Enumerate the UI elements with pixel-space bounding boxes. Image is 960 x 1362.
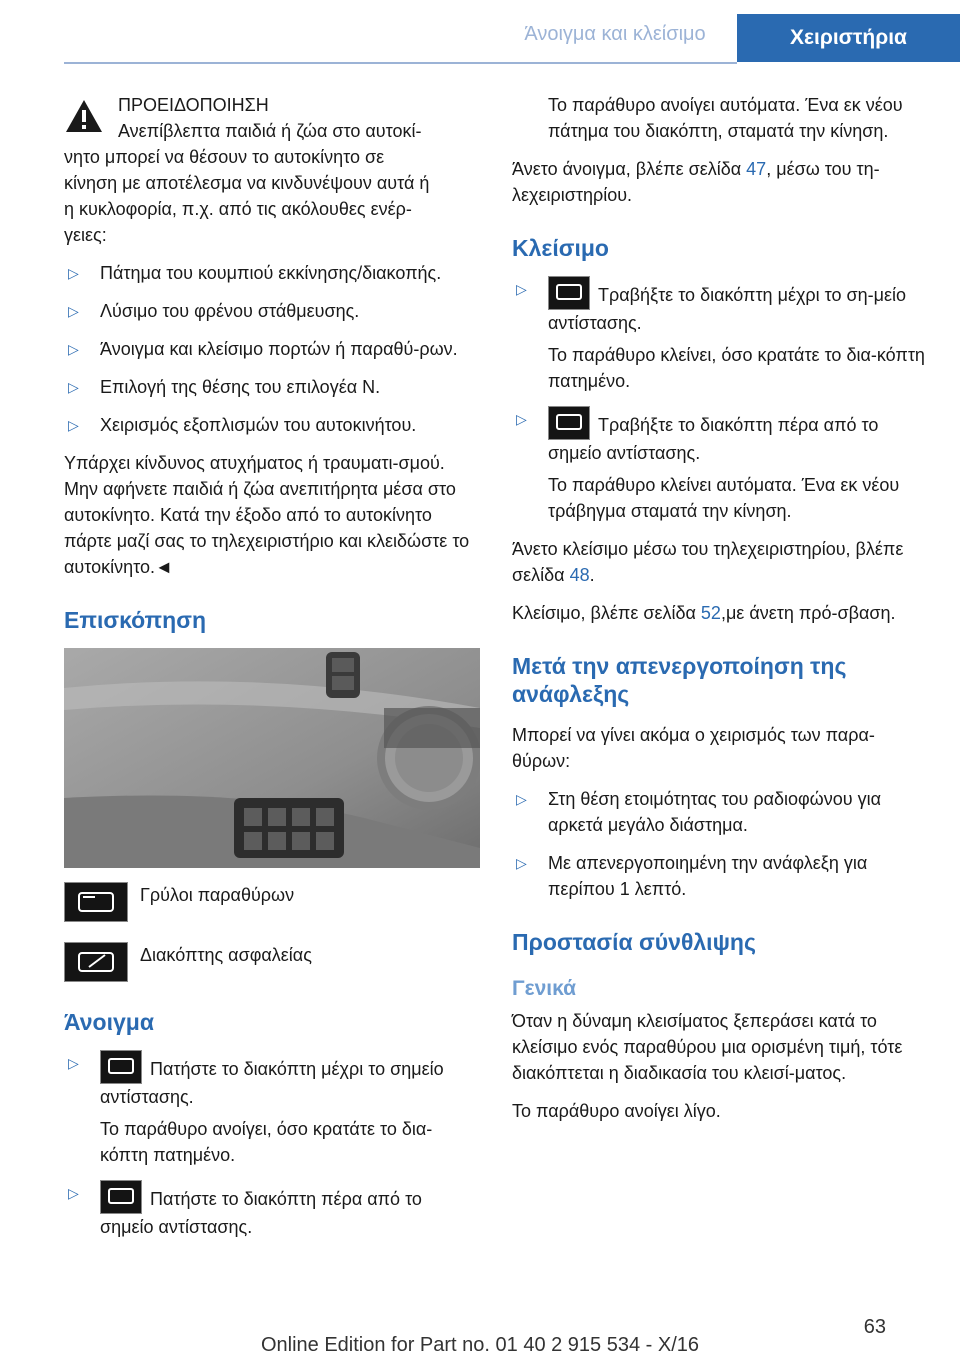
list-item-text: Στη θέση ετοιμότητας του ραδιοφώνου για αρκετά μεγάλο διάστημα. bbox=[548, 789, 881, 835]
list-item-text: Πάτημα του κουμπιού εκκίνησης/διακοπής. bbox=[100, 263, 442, 283]
text-part: . bbox=[589, 565, 595, 585]
list-item bbox=[64, 374, 480, 400]
overview-heading: Επισκόπηση bbox=[64, 607, 206, 633]
list-item bbox=[64, 412, 480, 438]
list-item bbox=[64, 336, 480, 362]
warning-line: Ανεπίβλεπτα παιδιά ή ζώα στο αυτοκί- bbox=[118, 121, 422, 141]
list-item-text: Πατήστε το διακόπτη πέρα από το σημείο αντίστασης. bbox=[100, 1189, 422, 1237]
window-switch-icon bbox=[100, 1050, 142, 1084]
bullet-icon: ▷ bbox=[516, 411, 527, 427]
list-item bbox=[512, 276, 928, 394]
opening-list bbox=[64, 1050, 480, 1240]
bullet-icon: ▷ bbox=[68, 341, 79, 357]
comfort-open-text bbox=[512, 156, 928, 208]
bullet-icon: ▷ bbox=[516, 281, 527, 297]
bullet-icon: ▷ bbox=[68, 379, 79, 395]
bullet-icon: ▷ bbox=[68, 1185, 79, 1201]
bullet-icon: ▷ bbox=[516, 791, 527, 807]
warning-list bbox=[64, 260, 480, 438]
legend-window-switches bbox=[64, 882, 480, 922]
list-item-subtext: Το παράθυρο ανοίγει, όσο κρατάτε το δια-κόπτη πατημένο. bbox=[100, 1119, 433, 1165]
comfort-access-text bbox=[512, 600, 928, 626]
window-switch-icon bbox=[64, 882, 128, 922]
warning-line: νητο μπορεί να θέσουν το αυτοκίνητο σε bbox=[64, 147, 385, 167]
opening-heading: Άνοιγμα bbox=[64, 1009, 154, 1035]
list-item bbox=[512, 786, 928, 838]
page-number: 63 bbox=[863, 1316, 886, 1338]
left-column bbox=[64, 92, 480, 1252]
list-item bbox=[64, 260, 480, 286]
page-link[interactable]: 48 bbox=[569, 565, 590, 585]
list-item-text: Πατήστε το διακόπτη μέχρι το σημείο αντίστασης. bbox=[100, 1059, 444, 1107]
page-header bbox=[0, 0, 960, 64]
page-link[interactable]: 52 bbox=[700, 603, 721, 623]
safety-switch-icon bbox=[64, 942, 128, 982]
legend-label: Διακόπτης ασφαλείας bbox=[140, 945, 312, 965]
window-switch-icon bbox=[548, 276, 590, 310]
closing-heading: Κλείσιμο bbox=[512, 235, 609, 261]
list-item-subtext: Το παράθυρο κλείνει αυτόματα. Ένα εκ νέου τράβηγμα σταματά την κίνηση. bbox=[548, 475, 900, 521]
comfort-close-text bbox=[512, 536, 928, 588]
right-column bbox=[512, 92, 928, 1124]
header-rule bbox=[64, 62, 737, 64]
list-item-text: Λύσιμο του φρένου στάθμευσης. bbox=[100, 301, 360, 321]
bullet-icon: ▷ bbox=[68, 417, 79, 433]
bullet-icon: ▷ bbox=[68, 303, 79, 319]
list-item-text: Επιλογή της θέσης του επιλογέα N. bbox=[100, 377, 381, 397]
general-text-2: Το παράθυρο ανοίγει λίγο. bbox=[512, 1101, 721, 1121]
after-ignition-text: Μπορεί να γίνει ακόμα ο χειρισμός των παρα-θύρων: bbox=[512, 725, 875, 771]
pinch-protection-heading: Προστασία σύνθλιψης bbox=[512, 929, 756, 955]
page-footer bbox=[0, 1310, 960, 1362]
list-item bbox=[512, 406, 928, 524]
text-part: Άνετο κλείσιμο μέσω του τηλεχειριστηρίου, βλέπε σελίδα bbox=[512, 539, 904, 585]
warning-box bbox=[64, 92, 480, 580]
closing-list bbox=[512, 276, 928, 524]
section-title: Άνοιγμα και κλείσιμο bbox=[524, 23, 706, 45]
chapter-tab: Χειριστήρια bbox=[737, 14, 960, 62]
after-ignition-heading: Μετά την απενεργοποίηση της ανάφλεξης bbox=[512, 653, 847, 707]
list-item bbox=[64, 1180, 480, 1240]
text-part: Κλείσιμο, βλέπε σελίδα bbox=[512, 603, 701, 623]
text-part: ,με άνετη πρό-σβαση. bbox=[720, 603, 896, 623]
warning-line: κίνηση με αποτέλεσμα να κινδυνέψουν αυτά ή bbox=[64, 173, 430, 193]
list-item bbox=[64, 298, 480, 324]
warning-icon bbox=[64, 98, 104, 134]
page-link[interactable]: 47 bbox=[746, 159, 767, 179]
warning-line: γειες: bbox=[64, 225, 107, 245]
warning-line: η κυκλοφορία, π.χ. από τις ακόλουθες ενέρ- bbox=[64, 199, 412, 219]
bullet-icon: ▷ bbox=[68, 265, 79, 281]
list-item-text: Χειρισμός εξοπλισμών του αυτοκινήτου. bbox=[100, 415, 417, 435]
edition-note: Online Edition for Part no. 01 40 2 915 534 - X/16 bbox=[260, 1334, 700, 1356]
list-item bbox=[512, 850, 928, 902]
text-part: Άνετο άνοιγμα, βλέπε σελίδα bbox=[512, 159, 747, 179]
window-switch-icon bbox=[548, 406, 590, 440]
general-text: Όταν η δύναμη κλεισίματος ξεπεράσει κατά το κλείσιμο ενός παραθύρου μια ορισμένη τιμή, τότε διακόπτεται η διαδικασία του κλεισί-ματος. bbox=[512, 1011, 903, 1083]
list-item-text: Τραβήξτε το διακόπτη μέχρι το ση-μείο αντίστασης. bbox=[548, 285, 907, 333]
auto-open-text: Το παράθυρο ανοίγει αυτόματα. Ένα εκ νέου πάτημα του διακόπτη, σταματά την κίνηση. bbox=[548, 95, 903, 141]
warning-end-text: Υπάρχει κίνδυνος ατυχήματος ή τραυματι-σμού. Μην αφήνετε παιδιά ή ζώα ανεπιτήρητα μέσα στο αυτοκίνητο. Κατά την έξοδο από το αυτοκίνητο πάρτε μαζί σας το τηλεχειριστήριο και κλειδώστε το αυτοκίνητο.◄ bbox=[64, 453, 470, 577]
bullet-icon: ▷ bbox=[68, 1055, 79, 1071]
general-subheading: Γενικά bbox=[512, 977, 577, 1000]
warning-title: ΠΡΟΕΙΔΟΠΟΙΗΣΗ bbox=[118, 95, 269, 115]
list-item-text: Με απενεργοποιημένη την ανάφλεξη για περίπου 1 λεπτό. bbox=[548, 853, 868, 899]
legend-label: Γρύλοι παραθύρων bbox=[140, 885, 295, 905]
text-part: , μέσω του τη-λεχειριστηρίου. bbox=[512, 159, 880, 205]
list-item bbox=[64, 1050, 480, 1168]
list-item-subtext: Το παράθυρο κλείνει, όσο κρατάτε το δια-κόπτη πατημένο. bbox=[548, 345, 925, 391]
list-item-text: Άνοιγμα και κλείσιμο πορτών ή παραθύ-ρων. bbox=[100, 339, 458, 359]
window-switch-icon bbox=[100, 1180, 142, 1214]
after-ignition-list bbox=[512, 786, 928, 902]
legend-safety-switch bbox=[64, 942, 480, 982]
door-panel-photo bbox=[64, 648, 480, 868]
list-item-text: Τραβήξτε το διακόπτη πέρα από το σημείο αντίστασης. bbox=[548, 415, 879, 463]
bullet-icon: ▷ bbox=[516, 855, 527, 871]
